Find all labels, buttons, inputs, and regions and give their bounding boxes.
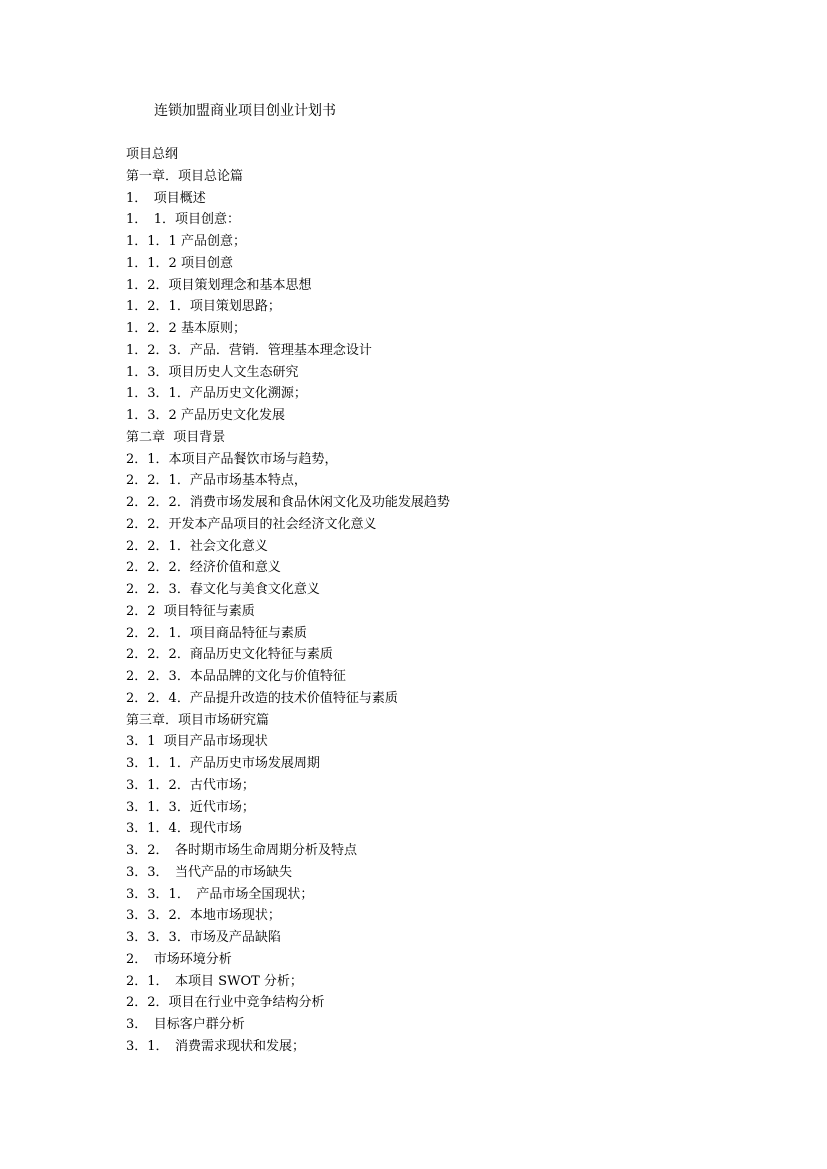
toc-line: 1．2．项目策划理念和基本思想 xyxy=(126,277,312,293)
toc-line: 3．1 项目产品市场现状 xyxy=(126,734,268,750)
toc-line: 2．2．1．产品市场基本特点， xyxy=(126,473,307,489)
toc-line: 1．2．2 基本原则； xyxy=(126,321,246,336)
toc-line: 1．2．1．项目策划思路； xyxy=(126,299,281,315)
toc-line: 2．2 项目特征与素质 xyxy=(126,603,255,619)
toc-line: 3． 目标客户群分析 xyxy=(126,1017,245,1032)
table-of-contents xyxy=(126,144,450,1058)
toc-line: 3．1．1．产品历史市场发展周期 xyxy=(126,756,320,771)
toc-line: 1．1．2 项目创意 xyxy=(126,255,233,271)
toc-line: 2．2．3．春文化与美食文化意义 xyxy=(126,582,320,597)
toc-line: 2．2．开发本产品项目的社会经济文化意义 xyxy=(126,516,377,532)
document-title: 连锁加盟商业项目创业计划书 xyxy=(154,103,336,119)
toc-line: 2．2．1．社会文化意义 xyxy=(126,538,268,554)
toc-line: 3．1．2．古代市场； xyxy=(126,777,255,793)
toc-line: 3．2． 各时期市场生命周期分析及特点 xyxy=(126,843,358,858)
toc-line: 2．2．2．经济价值和意义 xyxy=(126,560,281,576)
toc-line: 1．1．1 产品创意； xyxy=(126,234,246,249)
toc-line: 项目总纲 xyxy=(126,147,179,162)
toc-line: 3．1．4．现代市场 xyxy=(126,821,242,837)
toc-line: 2．1． 本项目 SWOT 分析； xyxy=(126,973,303,989)
toc-line: 3．1．3．近代市场； xyxy=(126,799,255,815)
toc-line: 2．2．项目在行业中竞争结构分析 xyxy=(126,995,325,1011)
toc-line: 3．3． 当代产品的市场缺失 xyxy=(126,864,293,880)
toc-line: 1． 项目概述 xyxy=(126,190,206,206)
toc-line: 3．1． 消费需求现状和发展； xyxy=(126,1038,306,1054)
toc-line: 1．2．3．产品．营销．管理基本理念设计 xyxy=(126,342,372,358)
toc-line: 第二章 项目背景 xyxy=(126,429,226,445)
toc-line: 2．2．3．本品品牌的文化与价值特征 xyxy=(126,669,346,684)
toc-line: 2． 市场环境分析 xyxy=(126,951,232,967)
toc-line: 1． 1．项目创意： xyxy=(126,212,241,228)
toc-line: 3．3．3．市场及产品缺陷 xyxy=(126,930,281,945)
toc-line: 3．3．1． 产品市场全国现状； xyxy=(126,886,314,902)
toc-line: 1．3．2 产品历史文化发展 xyxy=(126,408,285,423)
toc-line: 3．3．2．本地市场现状； xyxy=(126,908,281,924)
toc-line: 2．2．4．产品提升改造的技术价值特征与素质 xyxy=(126,690,398,706)
toc-line: 2．1．本项目产品餐饮市场与趋势， xyxy=(126,451,338,467)
toc-line: 1．3．1．产品历史文化溯源； xyxy=(126,386,307,402)
toc-line: 2．2．1．项目商品特征与素质 xyxy=(126,625,307,641)
toc-line: 2．2．2．消费市场发展和食品休闲文化及功能发展趋势 xyxy=(126,495,450,510)
toc-line: 第一章．项目总论篇 xyxy=(126,168,244,184)
toc-line: 1．3．项目历史人文生态研究 xyxy=(126,364,299,380)
toc-line: 第三章．项目市场研究篇 xyxy=(126,712,270,728)
toc-line: 2．2．2．商品历史文化特征与素质 xyxy=(126,647,333,663)
